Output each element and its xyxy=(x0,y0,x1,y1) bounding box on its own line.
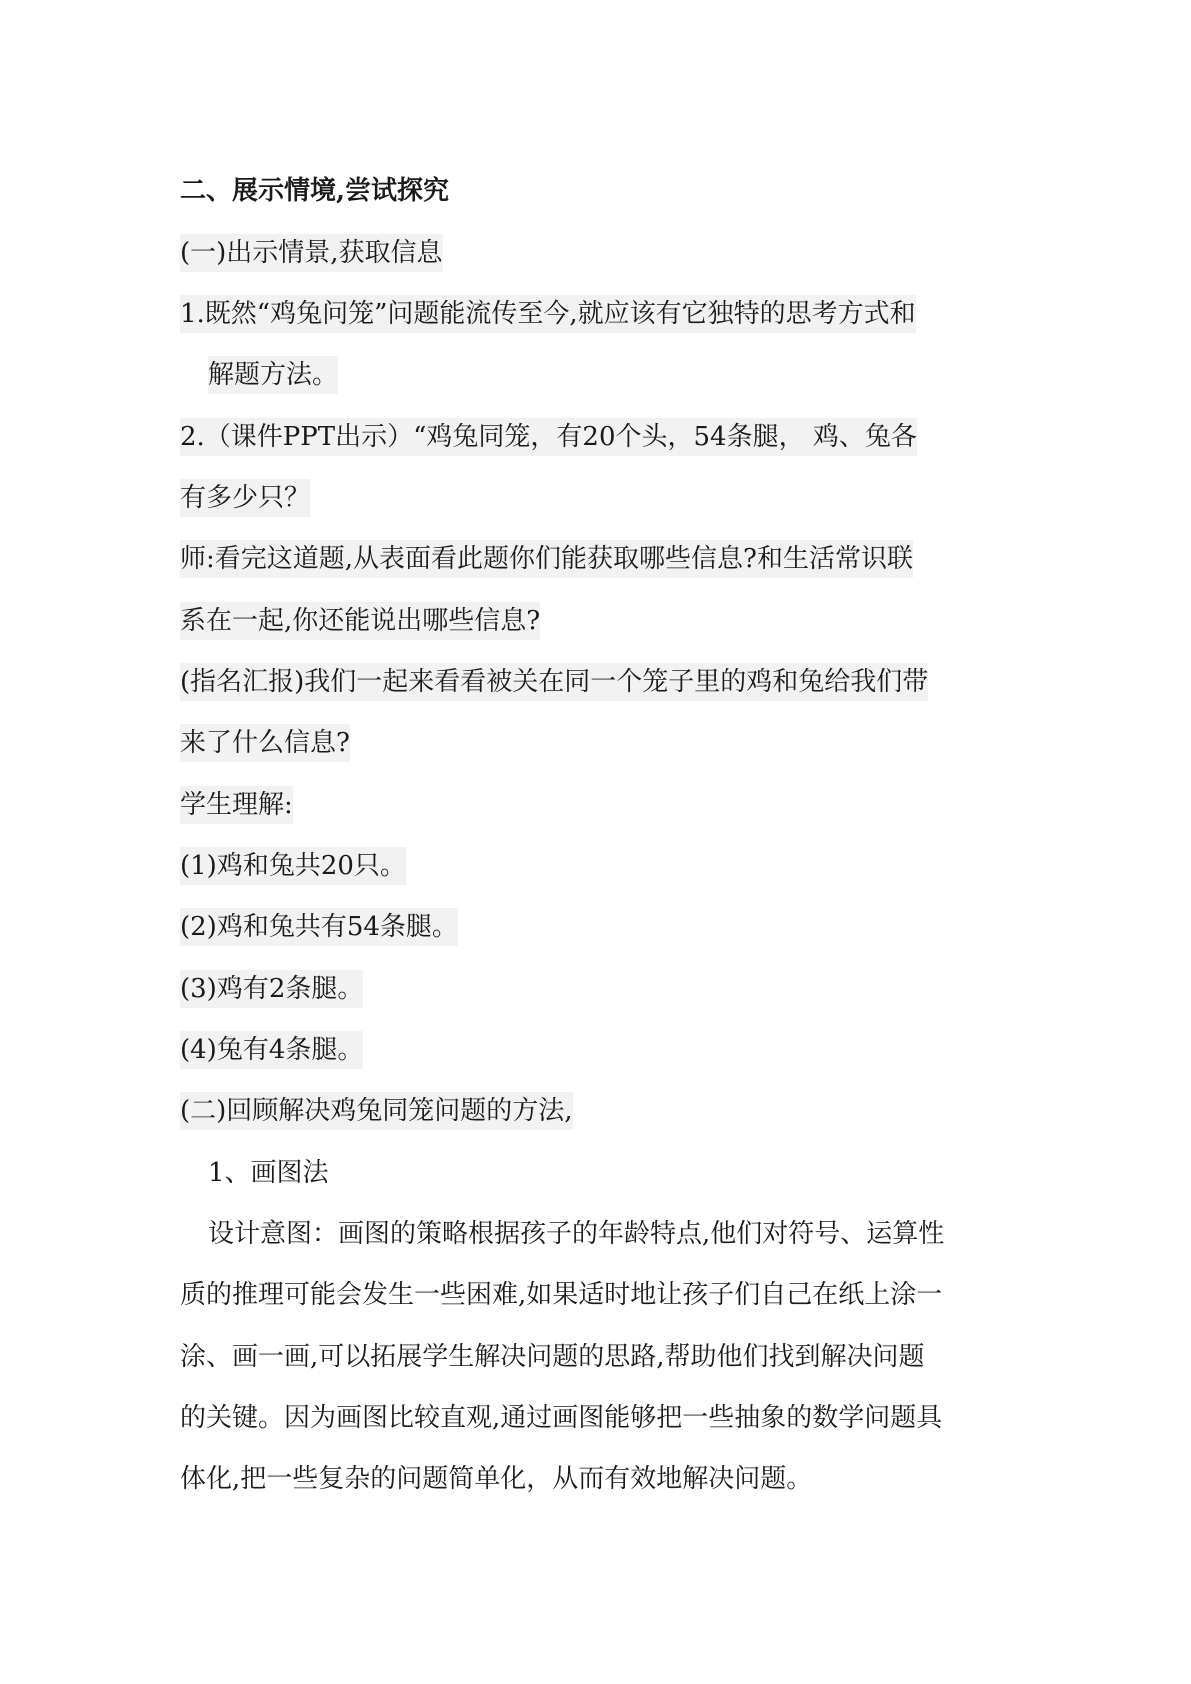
list-item-text: (2)鸡和兔共有54条腿。 xyxy=(180,908,458,946)
list-item-text: (3)鸡有2条腿。 xyxy=(180,970,363,1008)
list-item xyxy=(180,1019,363,1081)
paragraph-line xyxy=(180,1448,812,1510)
subsection-heading-text: (一)出示情景,获取信息 xyxy=(180,234,443,272)
paragraph-line xyxy=(208,344,338,406)
paragraph-text: 体化,把一些复杂的问题简单化，从而有效地解决问题。 xyxy=(180,1464,813,1494)
paragraph-text: 学生理解: xyxy=(180,786,293,824)
method-heading xyxy=(208,1142,329,1204)
paragraph-line xyxy=(180,590,540,652)
paragraph-text: 质的推理可能会发生一些困难,如果适时地让孩子们自己在纸上涂一 xyxy=(180,1280,943,1310)
paragraph-text: 1.既然“鸡兔问笼”问题能流传至今,就应该有它独特的思考方式和 xyxy=(180,295,916,333)
list-item-text: (1)鸡和兔共20只。 xyxy=(180,847,406,885)
paragraph-text: 设计意图：画图的策略根据孩子的年龄特点,他们对符号、运算性 xyxy=(208,1219,945,1249)
subsection-heading xyxy=(180,1080,573,1142)
paragraph-text: 解题方法。 xyxy=(208,356,338,394)
subsection-heading xyxy=(180,222,443,284)
paragraph-line xyxy=(180,467,310,529)
paragraph-line xyxy=(180,283,916,345)
list-item xyxy=(180,835,406,897)
paragraph-text: 的关键。因为画图比较直观,通过画图能够把一些抽象的数学问题具 xyxy=(180,1403,943,1433)
section-heading-text: 二、展示情境,尝试探究 xyxy=(180,176,450,206)
paragraph-text: 涂、画一画,可以拓展学生解决问题的思路,帮助他们找到解决问题 xyxy=(180,1342,925,1372)
paragraph-line xyxy=(180,712,350,774)
paragraph-line xyxy=(180,651,928,713)
method-heading-text: 1、画图法 xyxy=(208,1158,329,1188)
paragraph-text: (指名汇报)我们一起来看看被关在同一个笼子里的鸡和兔给我们带 xyxy=(180,663,928,701)
paragraph-line xyxy=(208,1203,944,1265)
paragraph-text: 师:看完这道题,从表面看此题你们能获取哪些信息?和生活常识联 xyxy=(180,540,913,578)
paragraph-text: 系在一起,你还能说出哪些信息? xyxy=(180,602,540,640)
list-item xyxy=(180,896,458,958)
paragraph-text: 2.（课件PPT出示）“鸡兔同笼，有20个头，54条腿， 鸡、兔各 xyxy=(180,418,917,456)
section-heading xyxy=(180,160,449,222)
paragraph-text: 有多少只？ xyxy=(180,479,310,517)
subsection-heading-text: (二)回顾解决鸡兔同笼问题的方法, xyxy=(180,1092,573,1130)
paragraph-line xyxy=(180,406,917,468)
paragraph-line xyxy=(180,774,293,836)
list-item xyxy=(180,958,363,1020)
paragraph-line xyxy=(180,1387,942,1449)
list-item-text: (4)兔有4条腿。 xyxy=(180,1031,363,1069)
paragraph-line xyxy=(180,1264,942,1326)
paragraph-line xyxy=(180,528,913,590)
paragraph-text: 来了什么信息? xyxy=(180,724,350,762)
paragraph-line xyxy=(180,1326,925,1388)
